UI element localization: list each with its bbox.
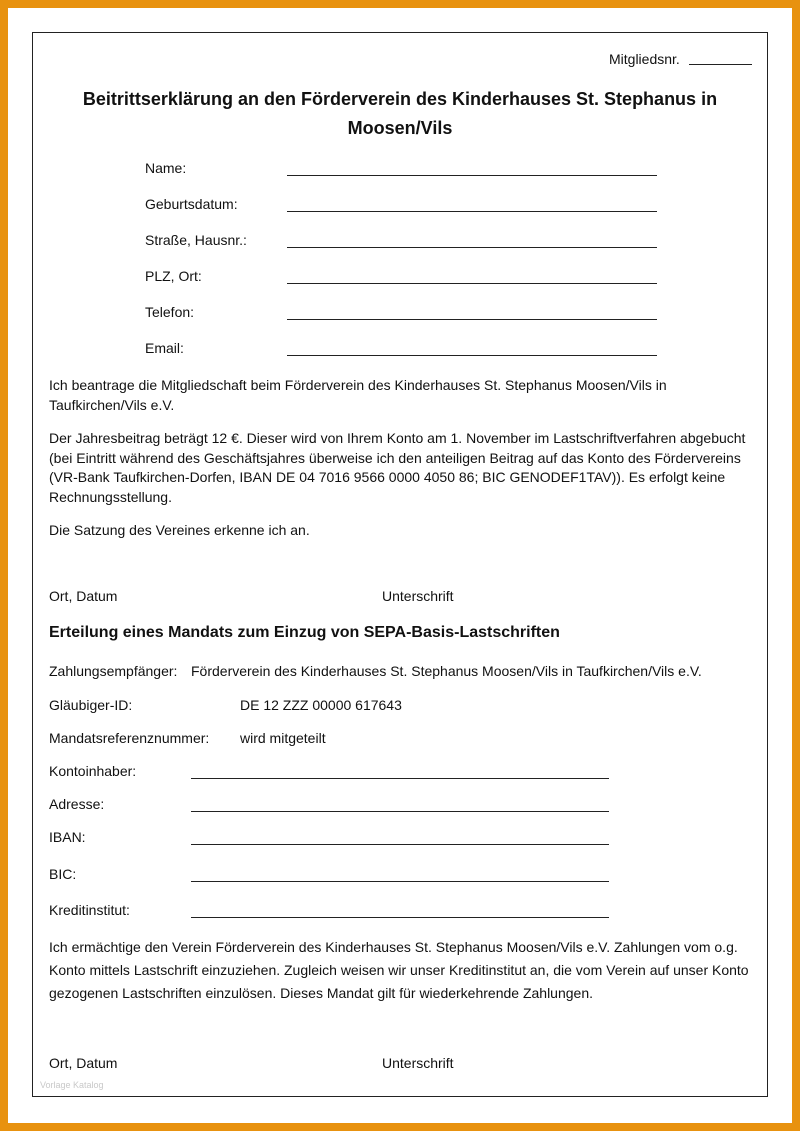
name-field[interactable]	[287, 175, 657, 176]
place-date-label-2: Ort, Datum	[49, 1055, 118, 1071]
watermark: Vorlage Katalog	[40, 1080, 104, 1090]
name-label: Name:	[145, 160, 187, 176]
signature-label-2: Unterschrift	[382, 1055, 454, 1071]
statute-text: Die Satzung des Vereines erkenne ich an.	[49, 522, 310, 538]
email-label: Email:	[145, 340, 184, 356]
zip-city-field[interactable]	[287, 283, 657, 284]
address-field[interactable]	[191, 811, 609, 812]
bic-field[interactable]	[191, 881, 609, 882]
payee-value: Förderverein des Kinderhauses St. Stephanus Moosen/Vils in Taufkirchen/Vils e.V.	[191, 663, 702, 679]
member-number-field[interactable]	[689, 64, 752, 65]
payee-label: Zahlungsempfänger:	[49, 663, 178, 679]
creditor-id-value: DE 12 ZZZ 00000 617643	[240, 697, 402, 713]
birthdate-field[interactable]	[287, 211, 657, 212]
form-title-line-1: Beitrittserklärung an den Förderverein des Kinderhauses St. Stephanus in	[82, 89, 718, 109]
phone-label: Telefon:	[145, 304, 195, 320]
authorization-text: Ich ermächtige den Verein Förderverein des Kinderhauses St. Stephanus Moosen/Vils e.V. Zahlungen vom o.g. Konto mittels Lastschrift einzuziehen. Zugleich weisen wir unser Kreditinstitut an, die vom Verein auf unser Konto gezogenen Lastschriften einzulösen. Dieses Mandat gilt für wiederkehrende Zahlungen.	[49, 939, 749, 1001]
mandate-ref-value: wird mitgeteilt	[240, 730, 326, 746]
birthdate-label: Geburtsdatum:	[145, 196, 238, 212]
bic-label: BIC:	[49, 866, 77, 882]
signature-label: Unterschrift	[382, 588, 454, 604]
mandate-ref-label: Mandatsreferenznummer:	[49, 730, 210, 746]
bank-name-field[interactable]	[191, 917, 609, 918]
place-date-label: Ort, Datum	[49, 588, 118, 604]
fee-text: Der Jahresbeitrag beträgt 12 €. Dieser wird von Ihrem Konto am 1. November im Lastschriftverfahren abgebucht (bei Eintritt während des Geschäftsjahres überweise ich den anteiligen Beitrag auf das Konto des Fördervereins (VR-Bank Taufkirchen-Dorfen, IBAN DE 04 7016 9566 0000 4050 86; BIC GENODEF1TAV)). Es erfolgt keine Rechnungsstellung.	[49, 430, 746, 505]
phone-field[interactable]	[287, 319, 657, 320]
account-holder-label: Kontoinhaber:	[49, 763, 137, 779]
application-text: Ich beantrage die Mitgliedschaft beim Förderverein des Kinderhauses St. Stephanus Moosen/Vils in Taufkirchen/Vils e.V.	[49, 377, 667, 413]
street-field[interactable]	[287, 247, 657, 248]
bank-name-label: Kreditinstitut:	[49, 902, 130, 918]
iban-label: IBAN:	[49, 829, 86, 845]
street-label: Straße, Hausnr.:	[145, 232, 247, 248]
account-holder-field[interactable]	[191, 778, 609, 779]
address-label: Adresse:	[49, 796, 105, 812]
iban-field[interactable]	[191, 844, 609, 845]
sepa-heading: Erteilung eines Mandats zum Einzug von SEPA-Basis-Lastschriften	[49, 624, 560, 641]
member-number-label: Mitgliedsnr.	[609, 51, 680, 67]
form-title-line-2: Moosen/Vils	[347, 118, 453, 138]
zip-city-label: PLZ, Ort:	[145, 268, 202, 284]
email-field[interactable]	[287, 355, 657, 356]
creditor-id-label: Gläubiger-ID:	[49, 697, 133, 713]
